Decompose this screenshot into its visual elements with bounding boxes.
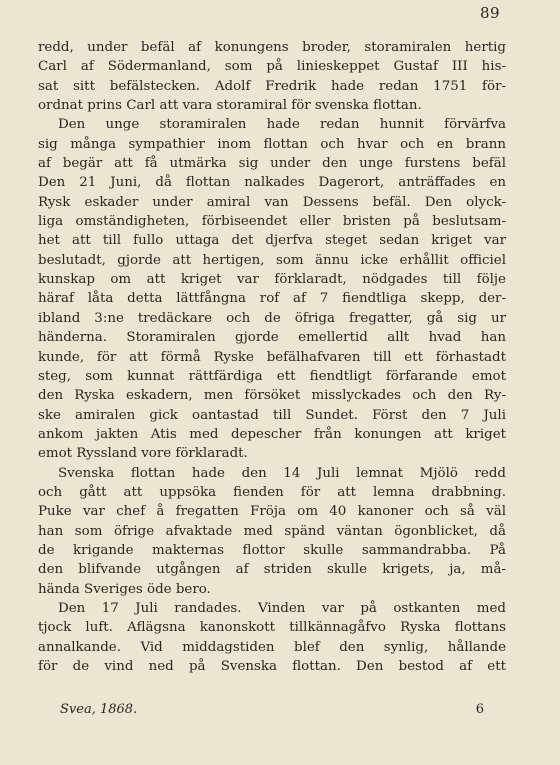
text-line: sig många sympathier inom flottan och hvar och en brann [38, 136, 506, 152]
text-line: Carl af Södermanland, som på linieskeppet Gustaf III his- [38, 59, 506, 75]
text-line: Den 21 Juni, då flottan nalkades Dagerort, anträffades en [38, 175, 506, 191]
text-line: han som öfrige afvaktade med spänd väntan ögonblicket, då [38, 523, 506, 539]
page-footer [60, 700, 484, 720]
text-line: af begär att få utmärka sig under den unge furstens befäl [38, 156, 506, 172]
text-line: het att till fullo uttaga det djerfva steget sedan kriget var [38, 233, 506, 249]
body-text [38, 38, 506, 676]
page-number: 89 [480, 4, 501, 22]
text-line: den Ryska eskadern, men försöket misslyckades och den Ry- [38, 388, 506, 404]
text-line: ske amiralen gick oantastad till Sundet. Först den 7 Juli [38, 407, 506, 423]
text-line: Den unge storamiralen hade redan hunnit förvärfva [58, 117, 506, 133]
text-line: ordnat prins Carl att vara storamiral för svenska flottan. [38, 98, 422, 114]
text-line: kunskap om att kriget var förklaradt, nödgades till följe [38, 272, 506, 288]
text-line: sat sitt befälstecken. Adolf Fredrik hade redan 1751 för- [38, 78, 506, 94]
text-line: för de vind ned på Svenska flottan. Den bestod af ett [38, 659, 506, 674]
text-line: de krigande makternas flottor skulle sammandrabba. På [38, 542, 506, 558]
text-line: ibland 3:ne tredäckare och de öfriga fregatter, gå sig ur [38, 310, 506, 326]
text-line: liga omständigheten, förbiseendet eller bristen på beslutsam- [38, 214, 506, 230]
footer-source: Svea, 1868. [60, 702, 138, 717]
text-line: hända Sveriges öde bero. [38, 581, 211, 597]
text-line: Den 17 Juli randades. Vinden var på ostkanten med [58, 600, 506, 616]
text-line: annalkande. Vid middagstiden blef den synlig, hållande [38, 639, 506, 655]
text-line: Svenska flottan hade den 14 Juli lemnat Mjölö redd [58, 465, 506, 481]
text-line: den blifvande utgången af striden skulle krigets, ja, må- [38, 562, 506, 578]
text-line: redd, under befäl af konungens broder, storamiralen hertig [38, 40, 506, 55]
text-line: tjock luft. Aflägsna kanonskott tillkännagåfvo Ryska flottans [38, 620, 506, 636]
footer-signature-mark: 6 [475, 702, 484, 717]
text-line: och gått att uppsöka fienden för att lemna drabbning. [38, 484, 506, 500]
text-line: Rysk eskader under amiral van Dessens befäl. Den olyck- [38, 194, 506, 210]
text-line: steg, som kunnat rättfärdiga ett fiendtligt förfarande emot [38, 368, 506, 384]
text-line: beslutadt, gjorde att hertigen, som ännu icke erhållit officiel [38, 252, 506, 268]
text-line: händerna. Storamiralen gjorde emellertid allt hvad han [38, 330, 506, 346]
text-line: häraf låta detta lättfångna rof af 7 fiendtliga skepp, der- [38, 291, 506, 307]
text-line: ankom jakten Atis med depescher från konungen att kriget [38, 426, 506, 442]
text-line: emot Ryssland vore förklaradt. [38, 446, 248, 462]
text-line: kunde, för att förmå Ryske befälhafvaren till ett förhastadt [38, 349, 506, 365]
text-line: Puke var chef å fregatten Fröja om 40 kanoner och så väl [38, 504, 506, 520]
